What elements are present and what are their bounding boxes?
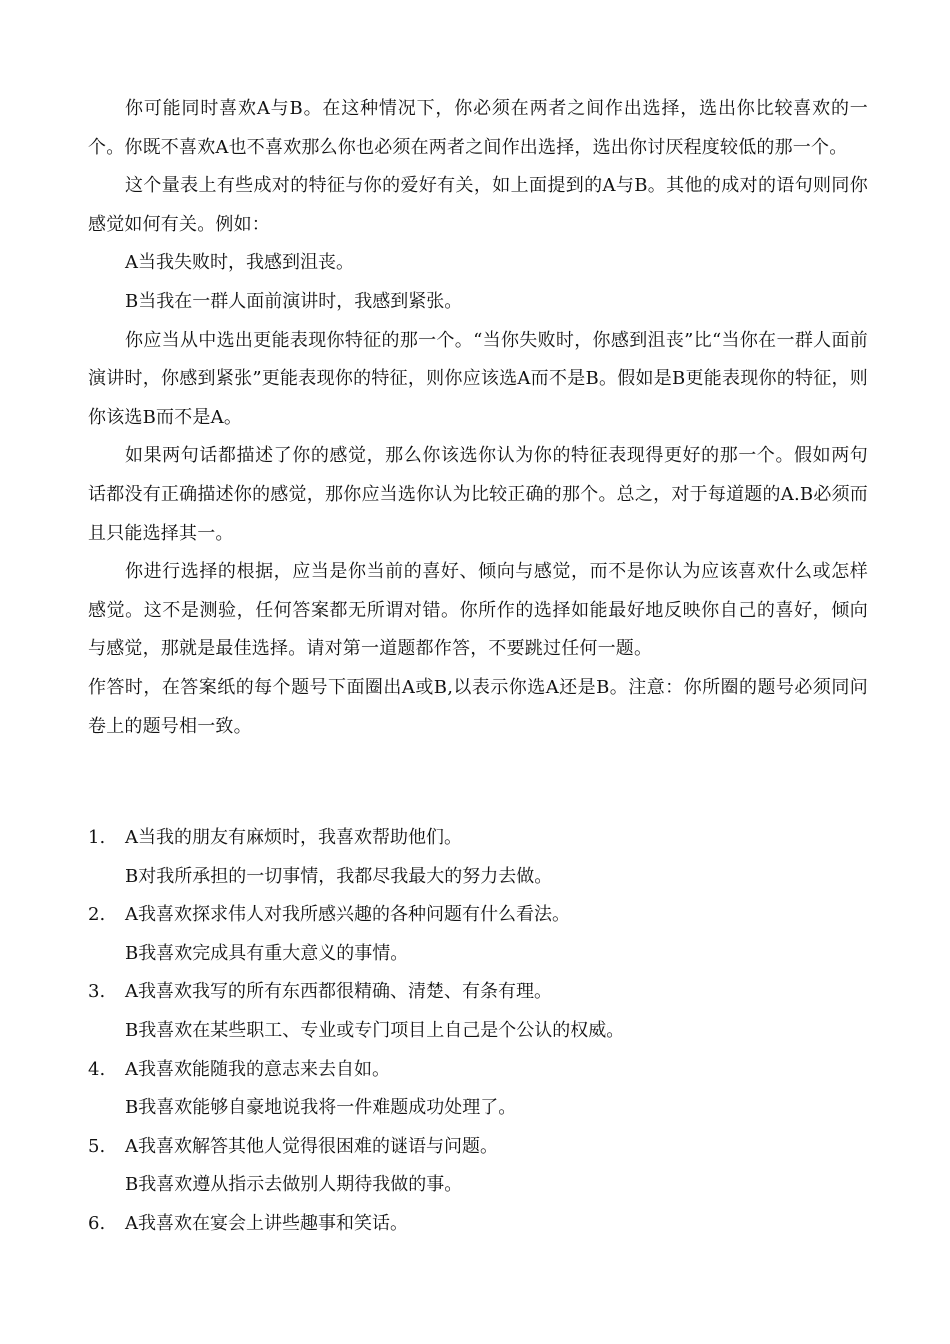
question-option-a: A我喜欢解答其他人觉得很困难的谜语与问题。 <box>125 1135 498 1157</box>
instruction-paragraph-4: 如果两句话都描述了你的感觉，那么你该选你认为你的特征表现得更好的那一个。假如两句话都没有正确描述你的感觉，那你应当选你认为比较正确的那个。总之，对于每道题的A.B必须而且只能选择其一。 <box>88 445 868 544</box>
document-page <box>88 90 868 1244</box>
question-item-4 <box>88 1051 868 1128</box>
example-option-b: B当我在一群人面前演讲时，我感到紧张。 <box>125 290 463 312</box>
question-item-1 <box>88 819 868 896</box>
section-gap <box>88 746 868 819</box>
question-option-b: B我喜欢能够自豪地说我将一件难题成功处理了。 <box>125 1097 517 1119</box>
example-option-a: A当我失败时，我感到沮丧。 <box>125 252 354 274</box>
question-option-a: A当我的朋友有麻烦时，我喜欢帮助他们。 <box>125 827 462 849</box>
instruction-paragraph-1: 你可能同时喜欢A与B。在这种情况下，你必须在两者之间作出选择，选出你比较喜欢的一个。你既不喜欢A也不喜欢那么你也必须在两者之间作出选择，选出你讨厌程度较低的那一个。 <box>88 98 868 158</box>
question-option-a: A我喜欢在宴会上讲些趣事和笑话。 <box>125 1213 408 1235</box>
question-list <box>88 819 868 1244</box>
instruction-paragraph-5: 你进行选择的根据，应当是你当前的喜好、倾向与感觉，而不是你认为应该喜欢什么或怎样感觉。这不是测验，任何答案都无所谓对错。你所作的选择如能最好地反映你自己的喜好，倾向与感觉，那就是最佳选择。请对第一道题都作答，不要跳过任何一题。 <box>88 561 868 660</box>
question-number: 5. <box>88 1135 106 1157</box>
question-option-b: B我喜欢遵从指示去做别人期待我做的事。 <box>125 1174 463 1196</box>
question-option-a: A我喜欢探求伟人对我所感兴趣的各种问题有什么看法。 <box>125 904 570 926</box>
question-number: 1. <box>88 827 106 849</box>
question-option-b: B我喜欢在某些职工、专业或专门项目上自己是个公认的权威。 <box>125 1020 625 1042</box>
question-number: 4. <box>88 1058 106 1080</box>
instruction-paragraph-2: 这个量表上有些成对的特征与你的爱好有关，如上面提到的A与B。其他的成对的语句则同你感觉如何有关。例如： <box>88 175 868 235</box>
instruction-paragraph-3: 你应当从中选出更能表现你特征的那一个。“当你失败时，你感到沮丧”比“当你在一群人面前演讲时，你感到紧张”更能表现你的特征，则你应该选A而不是B。假如是B更能表现你的特征，则你该选B而不是A。 <box>88 329 868 428</box>
instruction-paragraph-6: 作答时，在答案纸的每个题号下面圈出A或B,以表示你选A还是B。注意：你所圈的题号必须同问卷上的题号相一致。 <box>88 676 868 737</box>
question-number: 2. <box>88 904 106 926</box>
question-option-a: A我喜欢能随我的意志来去自如。 <box>125 1058 390 1080</box>
question-item-6 <box>88 1205 868 1244</box>
question-option-b: B对我所承担的一切事情，我都尽我最大的努力去做。 <box>125 865 553 887</box>
question-item-2 <box>88 896 868 973</box>
question-option-b: B我喜欢完成具有重大意义的事情。 <box>125 942 409 964</box>
question-number: 6. <box>88 1213 106 1235</box>
question-item-3 <box>88 973 868 1050</box>
question-option-a: A我喜欢我写的所有东西都很精确、清楚、有条有理。 <box>125 981 552 1003</box>
question-item-5 <box>88 1128 868 1205</box>
question-number: 3. <box>88 981 106 1003</box>
